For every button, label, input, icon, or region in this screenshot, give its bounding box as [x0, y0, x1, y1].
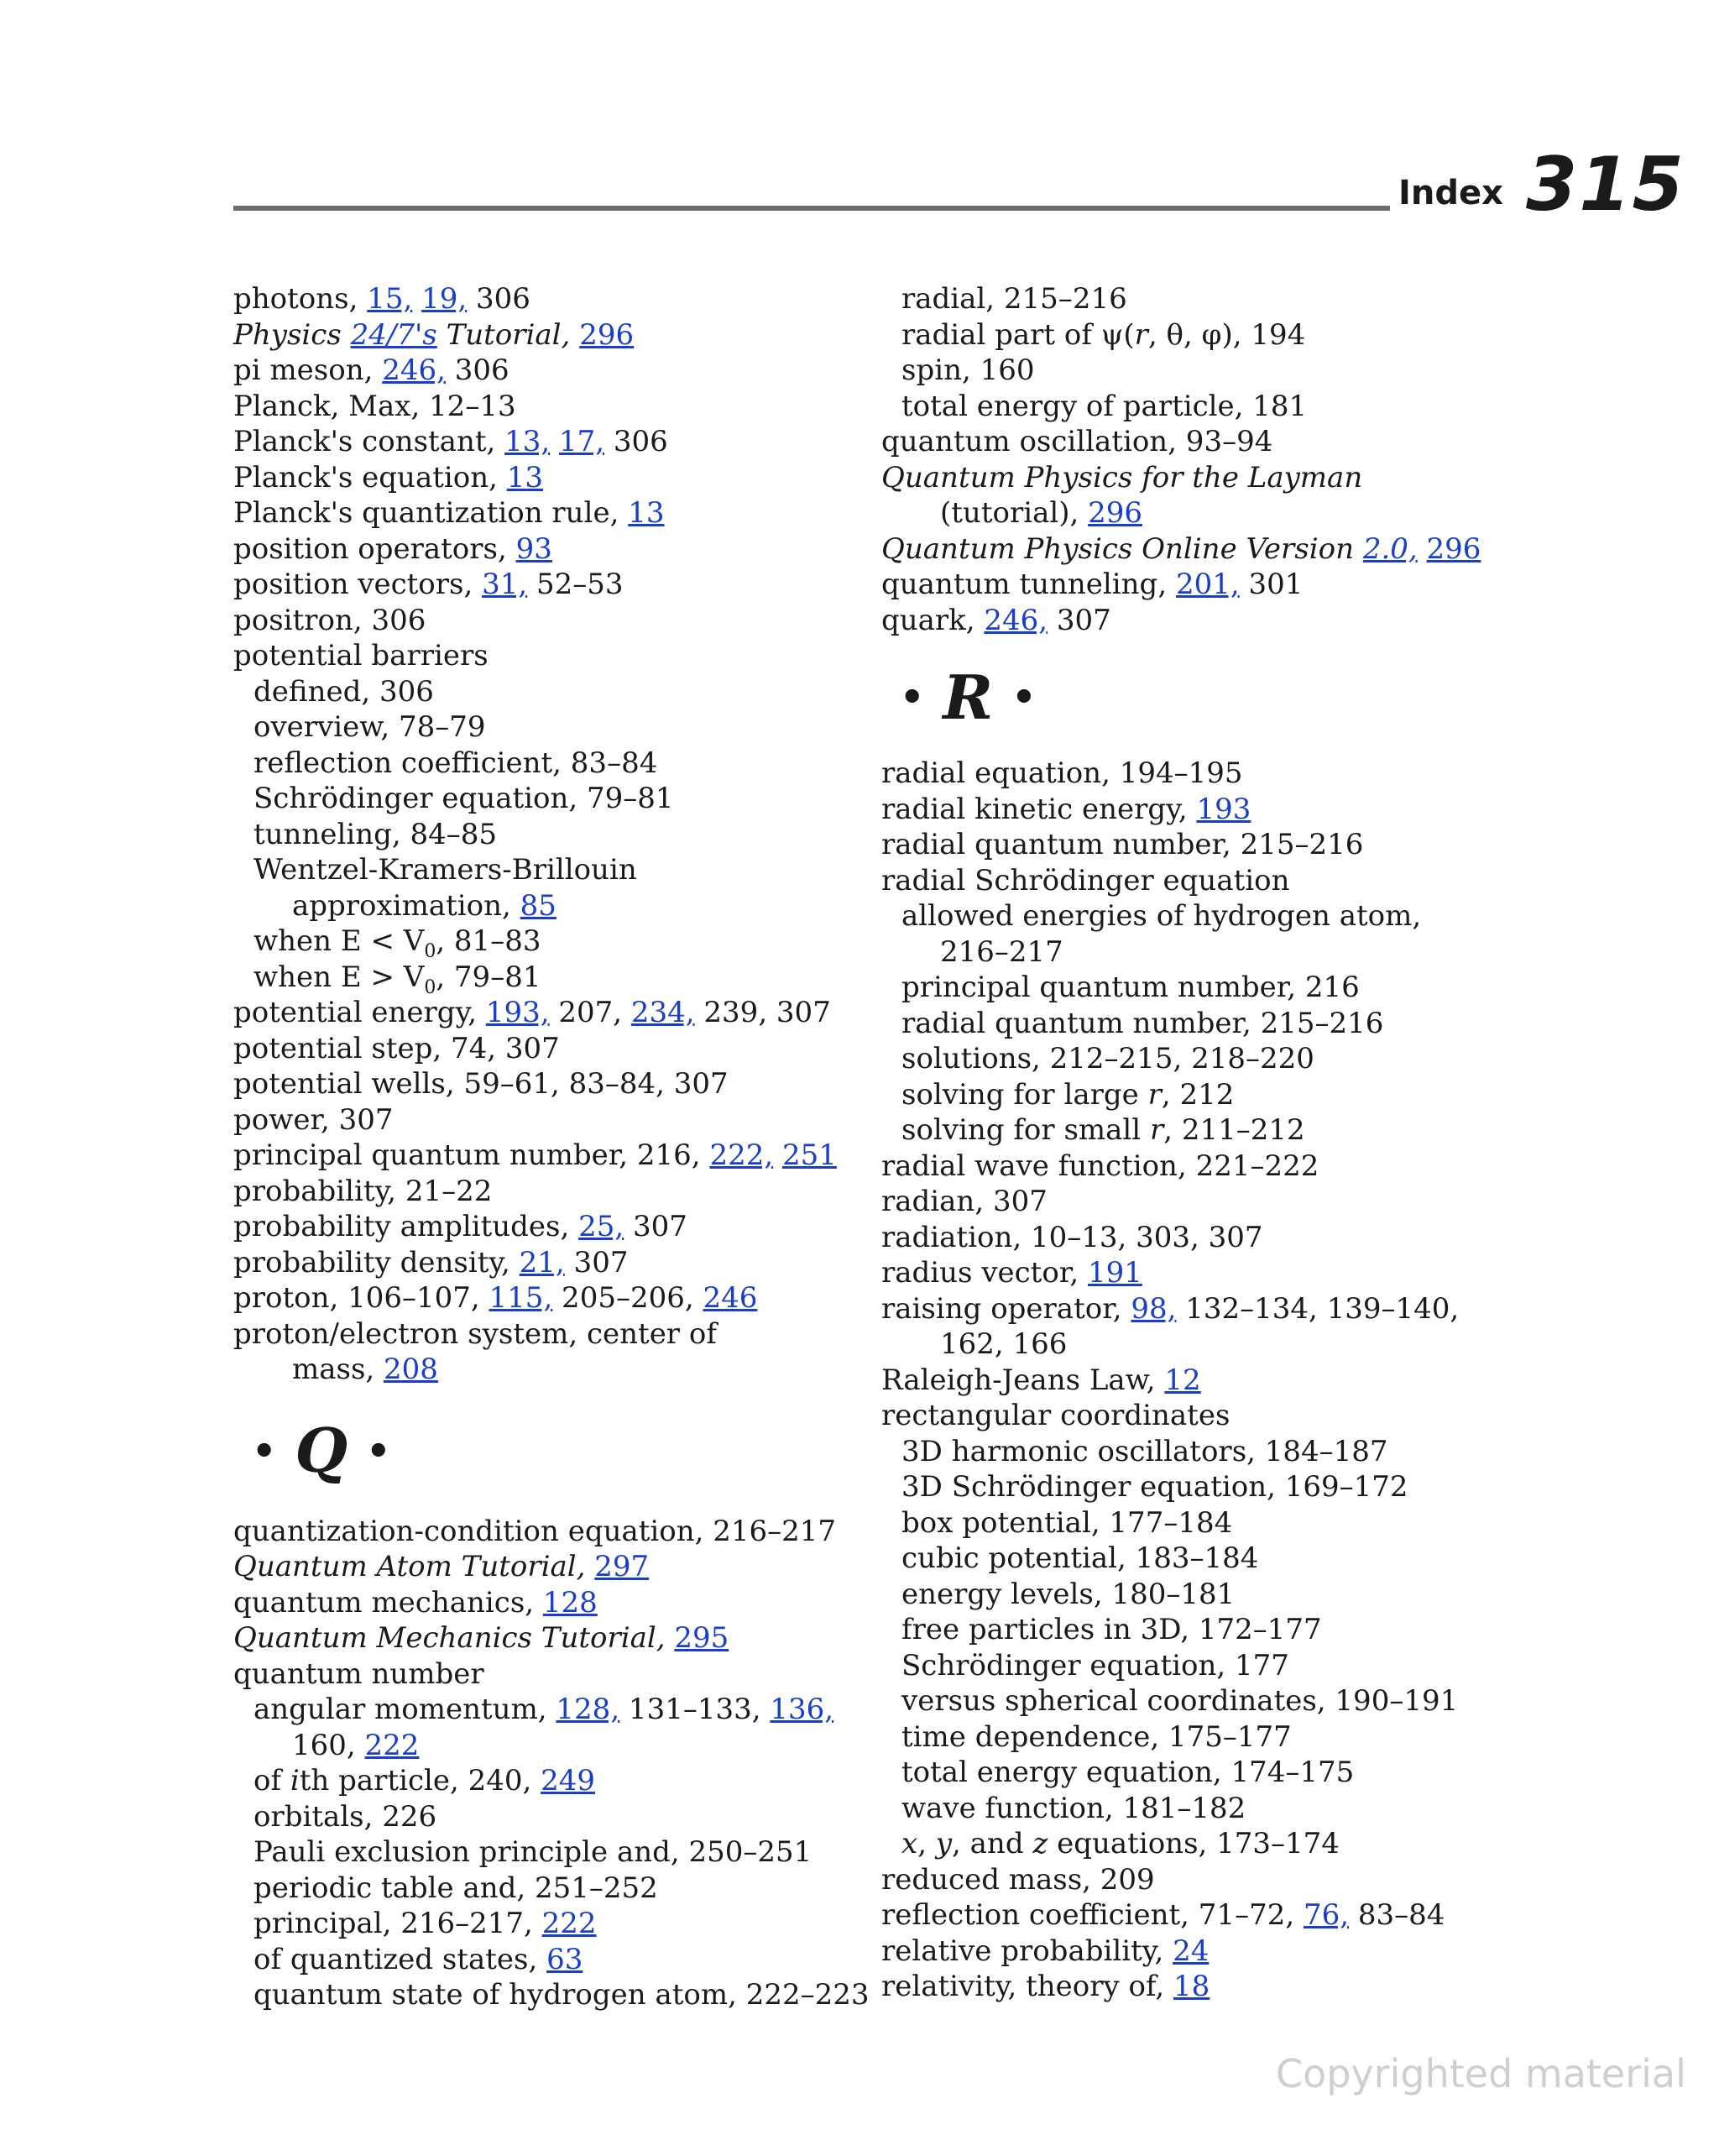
- page-link[interactable]: 18: [1173, 1970, 1210, 2003]
- entry-text: potential barriers: [233, 639, 489, 672]
- entry-text: [666, 1621, 675, 1655]
- entry-text: 307: [624, 1210, 687, 1243]
- index-entry-rc-time: [881, 1719, 1502, 1756]
- entry-text: wave function, 181–182: [901, 1791, 1246, 1825]
- entry-text: proton/electron system, center of: [233, 1316, 717, 1351]
- index-entry-raising-operator: [881, 1291, 1502, 1327]
- entry-text: [1418, 532, 1427, 566]
- entry-text: pi meson,: [233, 353, 383, 387]
- entry-text: , θ, φ), 194: [1147, 317, 1306, 352]
- page-link[interactable]: 246,: [382, 353, 446, 387]
- page-link[interactable]: 13: [628, 496, 665, 530]
- entry-text: 132–134, 139–140,: [1176, 1291, 1460, 1326]
- entry-text: 3D Schrödinger equation, 169–172: [901, 1470, 1408, 1504]
- entry-text: solving for large: [901, 1077, 1148, 1112]
- entry-text: potential energy,: [233, 996, 486, 1029]
- index-entry-radiation: [881, 1220, 1502, 1256]
- entry-text: , 212: [1161, 1077, 1235, 1112]
- entry-text: [570, 318, 579, 352]
- page-link[interactable]: 85: [520, 888, 556, 923]
- entry-text: free particles in 3D, 172–177: [901, 1613, 1322, 1646]
- entry-text: reflection coefficient, 83–84: [253, 746, 658, 780]
- index-entry-rs-principal: [881, 970, 1502, 1006]
- entry-text: defined, 306: [253, 674, 434, 709]
- entry-text: 83–84: [1349, 1898, 1445, 1932]
- index-entry-photons: [233, 281, 854, 317]
- index-entry-radius-vector: [881, 1255, 1502, 1291]
- entry-text: total energy of particle, 181: [901, 389, 1308, 423]
- entry-text: periodic table and, 251–252: [253, 1871, 658, 1905]
- entry-text: th particle, 240,: [299, 1764, 541, 1798]
- entry-text: x: [901, 1827, 918, 1860]
- index-entry-relative-probability: [881, 1934, 1502, 1970]
- entry-text: Schrödinger equation, 79–81: [253, 782, 674, 815]
- entry-text: radial equation, 194–195: [881, 756, 1243, 790]
- section-bullet-icon: •: [1011, 674, 1037, 720]
- index-entry-potential-step: [233, 1031, 854, 1067]
- entry-text: box potential, 177–184: [901, 1505, 1233, 1540]
- entry-text: probability amplitudes,: [233, 1210, 579, 1243]
- entry-text: when E < V: [253, 924, 425, 958]
- entry-text: solving for small: [901, 1113, 1150, 1147]
- entry-text: proton, 106–107,: [233, 1281, 489, 1315]
- index-entry-reflection-coefficient: [881, 1897, 1502, 1934]
- index-entry-pb-overview: [233, 709, 854, 746]
- entry-text: Quantum Atom Tutorial,: [233, 1550, 586, 1583]
- entry-text: photons,: [233, 282, 368, 316]
- entry-text: Quantum Physics for the Layman: [881, 460, 1363, 495]
- entry-text: rectangular coordinates: [881, 1399, 1230, 1432]
- entry-text: cubic potential, 183–184: [901, 1541, 1259, 1575]
- index-entry-pb-schrodinger: [233, 781, 854, 817]
- index-entry-pi-meson: [233, 353, 854, 389]
- index-entry-quark: [881, 603, 1502, 639]
- index-entry-qp-layman-cont: [881, 495, 1502, 531]
- entry-text: when E > V: [253, 960, 425, 994]
- index-entry-positron: [233, 603, 854, 639]
- index-entry-qn-hydrogen: [233, 1977, 870, 2013]
- entry-text: of quantized states,: [253, 1942, 547, 1976]
- index-column-right: [881, 281, 1502, 2005]
- page-link[interactable]: 297: [594, 1550, 650, 1583]
- entry-text: quantum mechanics,: [233, 1585, 543, 1620]
- entry-text: [550, 425, 559, 458]
- entry-text: [412, 282, 421, 316]
- entry-text: [585, 1550, 594, 1583]
- entry-text: Schrödinger equation, 177: [901, 1648, 1289, 1682]
- page-link[interactable]: 13: [506, 460, 544, 495]
- page-link[interactable]: 193: [1196, 792, 1251, 826]
- entry-text: reflection coefficient, 71–72,: [881, 1898, 1304, 1932]
- index-entry-radial-wave-function: [881, 1149, 1502, 1185]
- index-entry-qn-angular-cont: [233, 1728, 854, 1764]
- index-entry-qp-online: [881, 531, 1502, 568]
- page-link[interactable]: 222: [541, 1907, 597, 1940]
- section-bullet-icon: •: [252, 1427, 277, 1473]
- page-link[interactable]: 63: [546, 1942, 583, 1976]
- index-entry-qn-pauli: [233, 1834, 854, 1871]
- entry-text: potential wells, 59–61, 83–84, 307: [233, 1067, 729, 1101]
- page-number: 315: [1526, 141, 1685, 228]
- entry-text: radial quantum number, 215–216: [881, 828, 1364, 861]
- page-link[interactable]: 193,: [485, 996, 550, 1029]
- page-link[interactable]: 296: [1088, 496, 1143, 530]
- entry-text: energy levels, 180–181: [901, 1577, 1236, 1611]
- page-link[interactable]: 76,: [1303, 1898, 1350, 1932]
- index-entry-radial-part: [881, 317, 1502, 353]
- index-entry-potential-energy: [233, 995, 854, 1031]
- entry-text: power, 307: [233, 1102, 394, 1137]
- section-letter: R: [943, 661, 994, 733]
- entry-text: 3D harmonic oscillators, 184–187: [901, 1434, 1388, 1468]
- entry-text: 52–53: [527, 568, 624, 601]
- index-entry-qn-angular: [233, 1692, 854, 1728]
- index-entry-qp-layman: [881, 460, 1502, 496]
- page-link[interactable]: 31,: [482, 568, 528, 601]
- index-entry-radial-kinetic: [881, 792, 1502, 828]
- index-entry-rc-free-particles: [881, 1612, 1502, 1648]
- entry-text: radial kinetic energy,: [881, 792, 1197, 826]
- index-list-r: [881, 756, 1502, 2005]
- index-entry-rs-small-r: [881, 1112, 1502, 1149]
- entry-text: ,: [917, 1827, 936, 1860]
- entry-text: (tutorial),: [940, 496, 1089, 530]
- entry-text: quantum tunneling,: [881, 568, 1176, 601]
- index-entry-pb-when-gt: [233, 960, 854, 996]
- index-entry-radial-equation: [881, 756, 1502, 792]
- page-link[interactable]: 93: [515, 531, 552, 566]
- index-entry-relativity: [881, 1969, 1502, 2005]
- entry-text: Quantum Physics Online Version: [881, 531, 1363, 566]
- page-link[interactable]: 295: [674, 1621, 729, 1655]
- entry-text: 306: [467, 282, 530, 316]
- index-entry-rc-cubic: [881, 1541, 1502, 1577]
- index-entry-spin: [881, 353, 1502, 389]
- index-entry-qn-periodic: [233, 1871, 854, 1907]
- index-entry-proton: [233, 1280, 854, 1316]
- index-entry-planck-constant: [233, 424, 854, 460]
- index-entry-rc-energy-levels: [881, 1577, 1502, 1613]
- index-entry-power: [233, 1102, 854, 1138]
- entry-text: principal quantum number, 216: [901, 971, 1360, 1004]
- index-list-q-continued: [881, 281, 1502, 638]
- index-entry-rc-box: [881, 1505, 1502, 1541]
- entry-text: , 211–212: [1163, 1113, 1305, 1147]
- index-entry-pb-when-lt: [233, 924, 854, 960]
- entry-text: radian, 307: [881, 1185, 1048, 1218]
- entry-text: of: [253, 1764, 290, 1798]
- entry-text: 131–133,: [619, 1693, 771, 1726]
- entry-text: radial, 215–216: [901, 282, 1127, 316]
- entry-text: radius vector,: [881, 1256, 1088, 1290]
- index-entry-quantum-number: [233, 1656, 854, 1693]
- page-header: [0, 0, 1719, 235]
- index-entry-probability-density: [233, 1245, 854, 1281]
- index-entry-radial: [881, 281, 1502, 317]
- page-link[interactable]: 98,: [1131, 1291, 1177, 1326]
- entry-text: mass,: [292, 1353, 384, 1386]
- page-link[interactable]: 24: [1173, 1934, 1210, 1968]
- entry-text: 306: [445, 353, 509, 387]
- entry-text: relativity, theory of,: [881, 1970, 1173, 2003]
- page-link[interactable]: 249: [541, 1764, 596, 1798]
- entry-text: , and: [952, 1827, 1033, 1860]
- index-entry-physics-24-7: [233, 317, 854, 353]
- page-link[interactable]: 128: [542, 1585, 598, 1620]
- page-link[interactable]: 136,: [770, 1693, 834, 1726]
- entry-text: r: [1134, 317, 1148, 352]
- entry-text: r: [1147, 1077, 1162, 1112]
- index-entry-rs-solutions: [881, 1041, 1502, 1077]
- section-header-q: [233, 1388, 854, 1514]
- entry-text: versus spherical coordinates, 190–191: [901, 1684, 1459, 1718]
- entry-text: quantization-condition equation, 216–217: [233, 1514, 837, 1548]
- index-entry-position-operators: [233, 531, 854, 568]
- entry-text: Planck, Max, 12–13: [233, 389, 516, 423]
- entry-text: quantum oscillation, 93–94: [881, 425, 1273, 458]
- entry-text: probability density,: [233, 1245, 520, 1279]
- index-entry-quantum-mechanics-tutorial: [233, 1620, 854, 1656]
- page-link[interactable]: 234,: [630, 996, 695, 1029]
- index-entry-rs-allowed: [881, 898, 1502, 934]
- page-link[interactable]: 17,: [559, 425, 605, 458]
- entry-text: 207,: [549, 996, 631, 1029]
- index-entry-pb-defined: [233, 674, 854, 710]
- entry-text: relative probability,: [881, 1934, 1173, 1968]
- entry-text: , 81–83: [436, 924, 541, 958]
- entry-text: principal quantum number, 216,: [233, 1138, 710, 1172]
- index-entry-rc-xyz: [881, 1826, 1502, 1862]
- entry-text: 307: [564, 1245, 629, 1279]
- entry-text: Tutorial,: [436, 317, 571, 352]
- index-entry-rs-large-r: [881, 1077, 1502, 1113]
- entry-text: Wentzel-Kramers-Brillouin: [253, 853, 637, 887]
- index-entry-quantization-condition: [233, 1514, 854, 1550]
- page-link[interactable]: 296: [579, 317, 635, 352]
- running-head: Index: [1398, 174, 1503, 212]
- index-entry-proton-electron: [233, 1316, 854, 1353]
- page-link[interactable]: 222: [364, 1728, 420, 1762]
- index-entry-rc-total-energy: [881, 1755, 1502, 1791]
- entry-text: solutions, 212–215, 218–220: [901, 1042, 1314, 1075]
- index-entry-reduced-mass: [881, 1862, 1502, 1898]
- entry-text: overview, 78–79: [253, 710, 486, 744]
- entry-text: Physics: [233, 317, 351, 352]
- index-entry-raleigh-jeans: [881, 1363, 1502, 1399]
- page-link[interactable]: 296: [1426, 531, 1481, 566]
- entry-text: positron, 306: [233, 603, 426, 637]
- entry-text: r: [1149, 1113, 1164, 1147]
- index-list-p: [233, 281, 854, 1388]
- entry-text: radial Schrödinger equation: [881, 863, 1290, 897]
- index-entry-potential-wells: [233, 1066, 854, 1102]
- entry-text: Pauli exclusion principle and, 250–251: [253, 1835, 812, 1869]
- index-entry-total-energy-particle: [881, 389, 1502, 425]
- page-link[interactable]: 246,: [984, 603, 1048, 637]
- subscript: 0: [424, 940, 436, 962]
- page-link[interactable]: 128,: [556, 1693, 620, 1726]
- entry-text: [773, 1138, 782, 1172]
- entry-text: 307: [1048, 603, 1111, 637]
- entry-text: tunneling, 84–85: [253, 817, 498, 851]
- entry-text: 205–206,: [552, 1281, 703, 1315]
- index-entry-quantum-mechanics: [233, 1585, 854, 1621]
- index-entry-pb-reflection: [233, 746, 854, 782]
- entry-text: radial part of ψ(: [901, 317, 1135, 352]
- index-entry-qn-orbitals: [233, 1799, 854, 1835]
- page-link[interactable]: 222,: [709, 1138, 774, 1172]
- index-list-q: [233, 1514, 870, 2013]
- entry-text: position vectors,: [233, 568, 483, 601]
- page-link[interactable]: 191: [1087, 1256, 1142, 1290]
- index-entry-quantum-tunneling: [881, 567, 1502, 603]
- entry-text: orbitals, 226: [253, 1799, 437, 1834]
- index-entry-qn-principal: [233, 1906, 854, 1942]
- entry-text: raising operator,: [881, 1291, 1131, 1326]
- index-entry-rs-radial-qn: [881, 1006, 1502, 1042]
- page-link[interactable]: 15,: [367, 282, 413, 316]
- entry-text: spin, 160: [901, 353, 1035, 387]
- entry-text: reduced mass, 209: [881, 1862, 1155, 1897]
- entry-text: quantum number: [233, 1656, 484, 1691]
- entry-text: Planck's constant,: [233, 425, 505, 458]
- page-link[interactable]: 21,: [519, 1245, 565, 1279]
- entry-text: angular momentum,: [253, 1693, 556, 1726]
- page-link[interactable]: 246: [703, 1281, 758, 1315]
- copyright-watermark: Copyrighted material: [1276, 2051, 1686, 2096]
- index-entry-rc-schrodinger: [881, 1648, 1502, 1684]
- entry-text: 160,: [292, 1728, 365, 1762]
- entry-text: radiation, 10–13, 303, 307: [881, 1220, 1263, 1254]
- entry-text: Raleigh-Jeans Law,: [881, 1363, 1165, 1397]
- index-entry-principal-qn: [233, 1138, 854, 1174]
- index-entry-planck-max: [233, 389, 854, 425]
- index-entry-radial-schrodinger: [881, 863, 1502, 899]
- page-link[interactable]: 12: [1164, 1363, 1201, 1397]
- page-link[interactable]: 13,: [504, 425, 551, 458]
- entry-text: 306: [604, 425, 668, 458]
- index-entry-rs-allowed-cont: [881, 934, 1502, 971]
- page-link[interactable]: 208: [384, 1353, 438, 1386]
- index-entry-proton-electron-cont: [233, 1352, 854, 1388]
- entry-text: , 79–81: [436, 960, 541, 994]
- entry-text: y: [935, 1827, 953, 1860]
- index-entry-radial-qn: [881, 827, 1502, 863]
- index-entry-probability: [233, 1174, 854, 1210]
- entry-text: Planck's equation,: [233, 460, 507, 495]
- entry-text: Quantum Mechanics Tutorial,: [233, 1621, 666, 1655]
- subscript: 0: [424, 976, 436, 998]
- page-link[interactable]: 2.0,: [1362, 531, 1418, 566]
- index-entry-planck-equation: [233, 460, 854, 496]
- index-entry-raising-operator-cont: [881, 1327, 1502, 1363]
- index-entry-planck-quantization: [233, 495, 854, 531]
- entry-text: 239, 307: [694, 996, 831, 1029]
- entry-text: z: [1032, 1827, 1048, 1860]
- entry-text: principal, 216–217,: [253, 1907, 542, 1940]
- index-column-left: [233, 281, 870, 2013]
- index-entry-rc-versus: [881, 1683, 1502, 1719]
- entry-text: 216–217: [940, 934, 1063, 969]
- page-link[interactable]: 24/7's: [350, 317, 437, 352]
- index-entry-pb-tunneling: [233, 817, 854, 853]
- entry-text: radial quantum number, 215–216: [901, 1006, 1384, 1040]
- entry-text: quantum state of hydrogen atom, 222–223: [253, 1978, 870, 2012]
- entry-text: radial wave function, 221–222: [881, 1149, 1319, 1183]
- entry-text: potential step, 74, 307: [233, 1031, 560, 1065]
- page-link[interactable]: 25,: [578, 1210, 624, 1243]
- entry-text: equations, 173–174: [1048, 1827, 1340, 1860]
- entry-text: i: [290, 1764, 300, 1798]
- page-link[interactable]: 201,: [1175, 568, 1240, 601]
- entry-text: position operators,: [233, 531, 516, 566]
- index-entry-potential-barriers: [233, 638, 854, 674]
- entry-text: approximation,: [292, 888, 520, 923]
- entry-text: time dependence, 175–177: [901, 1719, 1292, 1754]
- section-letter: Q: [295, 1415, 348, 1486]
- header-rule: [233, 206, 1390, 211]
- entry-text: total energy equation, 174–175: [901, 1756, 1355, 1789]
- page-link[interactable]: 115,: [489, 1281, 553, 1315]
- entry-text: allowed energies of hydrogen atom,: [901, 899, 1422, 933]
- entry-text: 162, 166: [940, 1327, 1068, 1361]
- page-link[interactable]: 251: [781, 1138, 837, 1172]
- entry-text: probability, 21–22: [233, 1174, 493, 1208]
- index-entry-rc-3d-harmonic: [881, 1434, 1502, 1470]
- section-bullet-icon: •: [366, 1427, 391, 1473]
- index-entry-pb-wkb-cont: [233, 888, 854, 924]
- index-entry-position-vectors: [233, 567, 854, 603]
- index-entry-rc-wave: [881, 1791, 1502, 1827]
- index-entry-quantum-atom-tutorial: [233, 1549, 854, 1585]
- index-entry-pb-wkb: [233, 852, 854, 888]
- entry-text: quark,: [881, 603, 985, 637]
- section-bullet-icon: •: [900, 674, 925, 720]
- index-entry-radian: [881, 1184, 1502, 1220]
- index-entry-probability-amplitudes: [233, 1209, 854, 1245]
- entry-text: Planck's quantization rule,: [233, 496, 629, 530]
- entry-text: 301: [1239, 568, 1304, 601]
- index-entry-quantum-oscillation: [881, 424, 1502, 460]
- index-entry-rc-3d-schrodinger: [881, 1469, 1502, 1505]
- index-entry-qn-quantized: [233, 1942, 854, 1978]
- index-entry-qn-ith: [233, 1763, 854, 1799]
- section-header-r: [881, 638, 1502, 756]
- index-entry-rectangular-coordinates: [881, 1398, 1502, 1434]
- page-link[interactable]: 19,: [421, 282, 468, 316]
